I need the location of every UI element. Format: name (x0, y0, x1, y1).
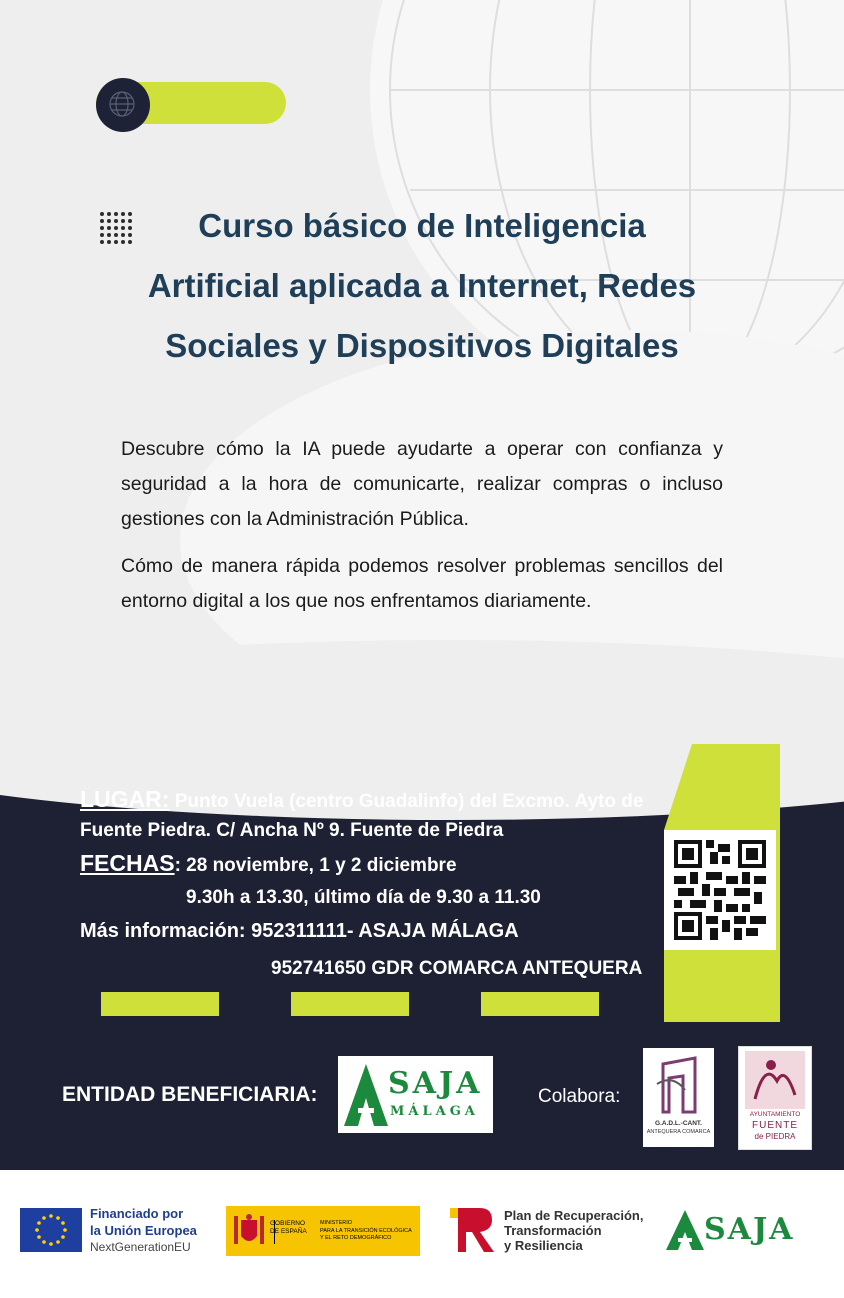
colabora-label: Colabora: (538, 1086, 621, 1107)
gdr-emblem-icon (655, 1054, 703, 1116)
mas-info-line: Más información: 952311111- ASAJA MÁLAGA (80, 920, 519, 942)
prtr-text-line: Transformación (504, 1223, 602, 1238)
gdr-logo-text: G.A.D.L.-CANT. (655, 1120, 702, 1127)
title-line: Curso básico de Inteligencia (198, 207, 646, 244)
eu-stars-icon (20, 1208, 82, 1252)
course-title (60, 196, 784, 376)
fuente-piedra-emblem-icon (745, 1051, 805, 1109)
gob-left-line: DE ESPAÑA (270, 1228, 307, 1235)
spain-coat-of-arms-icon (232, 1212, 266, 1250)
lime-bar-decoration (101, 992, 219, 1016)
malaga-logo-text: MÁLAGA (390, 1104, 479, 1119)
horario-line: 9.30h a 13.30, último día de 9.30 a 11.30 (186, 887, 541, 908)
eu-text-line: NextGenerationEU (90, 1240, 191, 1254)
lime-bar-decoration (291, 992, 409, 1016)
mas-info-line-2: 952741650 GDR COMARCA ANTEQUERA (271, 958, 643, 979)
gob-right-text (320, 1220, 412, 1243)
asaja-tree-icon (344, 1064, 388, 1126)
asaja-tree-icon (666, 1210, 704, 1250)
lime-bar-decoration (481, 992, 599, 1016)
asaja-malaga-logo (338, 1056, 493, 1133)
eu-funding-text (90, 1205, 197, 1256)
gob-right-line: Y EL RETO DEMOGRÁFICO (320, 1235, 392, 1241)
description-paragraph: Descubre cómo la IA puede ayudarte a operar con confianza y seguridad a la hora de comunicarte, realizar compras o incluso gestiones con la Administración Pública. (121, 438, 723, 530)
gdr-logo-subtext: ANTEQUERA COMARCA (646, 1129, 711, 1135)
fechas-line (80, 850, 457, 877)
qr-code-icon (674, 840, 766, 940)
fp-logo-text-2: FUENTE (752, 1120, 798, 1131)
gdr-antequera-logo (643, 1048, 714, 1147)
lugar-label: LUGAR: (80, 786, 170, 812)
asaja-logo-text: SAJA (388, 1066, 483, 1101)
prtr-text (504, 1208, 643, 1253)
gob-right-line: PARA LA TRANSICIÓN ECOLÓGICA (320, 1227, 412, 1234)
prtr-text-line: y Resiliencia (504, 1238, 583, 1253)
course-description (121, 432, 723, 631)
title-line: Artificial aplicada a Internet, Redes (147, 267, 697, 304)
lugar-text: Punto Vuela (centro Guadalinfo) del Excmo. Ayto de (174, 791, 644, 812)
entidad-beneficiaria-label: ENTIDAD BENEFICIARIA: (62, 1083, 318, 1106)
eu-text-line: Financiado por (90, 1206, 184, 1221)
fuente-piedra-logo (738, 1046, 812, 1150)
gob-left-text (270, 1220, 307, 1236)
gob-left-line: GOBIERNO (270, 1220, 306, 1227)
title-line: Sociales y Dispositivos Digitales (165, 327, 679, 364)
fp-logo-text-3: de PIEDRA (754, 1132, 796, 1141)
eu-text-line: la Unión Europea (90, 1223, 197, 1238)
asaja-footer-text: SAJA (704, 1212, 795, 1247)
gobierno-espana-logo (226, 1206, 420, 1256)
fechas-text: : 28 noviembre, 1 y 2 diciembre (174, 855, 457, 876)
prtr-emblem-icon (450, 1206, 498, 1254)
gob-right-line: MINISTERIO (320, 1220, 353, 1226)
prtr-text-line: Plan de Recuperación, (504, 1208, 644, 1223)
description-paragraph: Cómo de manera rápida podemos resolver problemas sencillos del entorno digital a los que nos enfrentamos diariamente. (121, 555, 723, 612)
fechas-label: FECHAS (80, 850, 175, 876)
eu-flag-icon (20, 1208, 82, 1252)
fp-logo-text-1: AYUNTAMIENTO (749, 1111, 801, 1118)
lugar-line-2: Fuente Piedra. C/ Ancha Nº 9. Fuente de Piedra (80, 820, 504, 841)
lugar-line (80, 786, 643, 813)
globe-icon (108, 90, 136, 118)
